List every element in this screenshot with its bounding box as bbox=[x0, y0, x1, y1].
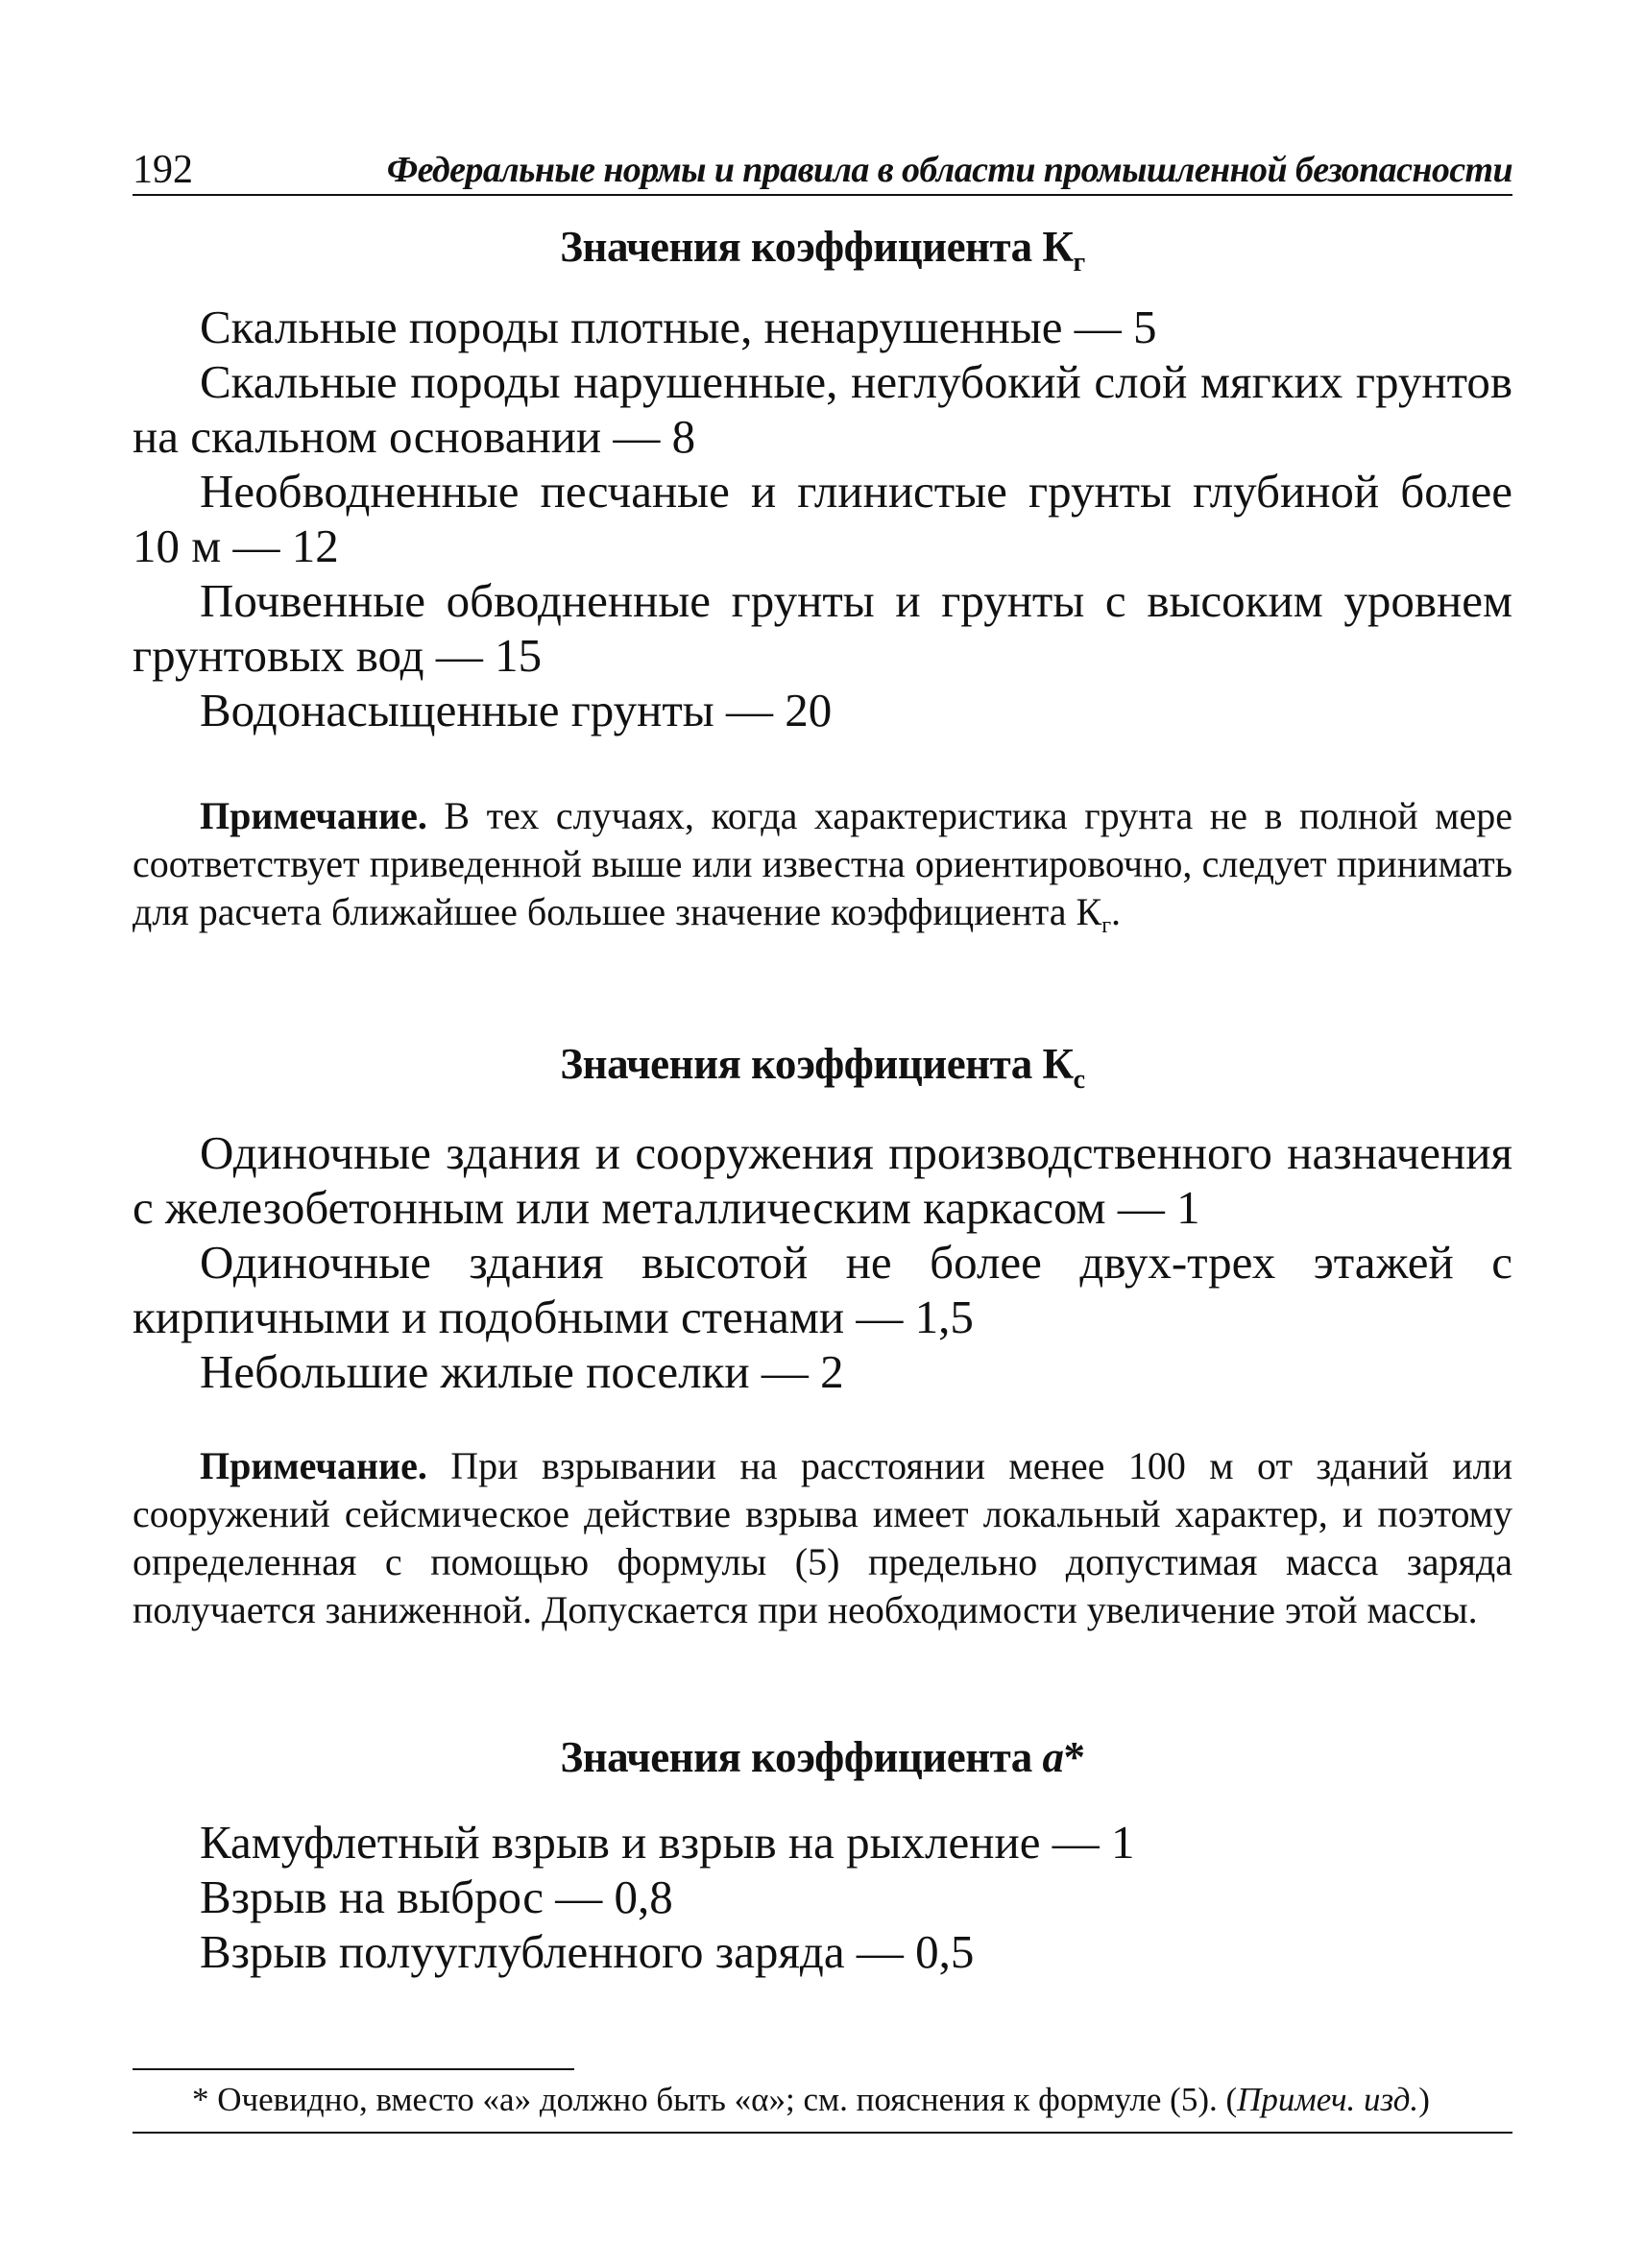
note-subscript: г bbox=[1101, 913, 1112, 938]
heading-a-text: Значения коэффициента bbox=[560, 1733, 1043, 1781]
bottom-rule bbox=[133, 2132, 1512, 2134]
footnote-close: ) bbox=[1418, 2081, 1430, 2118]
footnote-italic: Примеч. изд. bbox=[1237, 2081, 1419, 2118]
note-label: Примечание. bbox=[200, 1444, 427, 1487]
heading-a bbox=[133, 1733, 1512, 1781]
note-text: При взрывании на расстоянии менее 100 м от зданий или сооружений сейсмическое действие взрыва имеет локальный характер, и поэтому определенная с помощью формулы (5) предельно допустимая масса заряда получается заниженной. Допускается при необходимости увеличение этой массы. bbox=[133, 1444, 1513, 1631]
footnote-divider bbox=[133, 2068, 574, 2070]
running-title: Федеральные нормы и правила в области промышленной безопасности bbox=[386, 150, 1512, 190]
list-item: Скальные породы плотные, ненарушенные — 5 bbox=[200, 301, 1157, 353]
note-kg bbox=[133, 792, 1512, 936]
note-label: Примечание. bbox=[200, 794, 427, 837]
list-item: Необводненные песчаные и глинистые грунты глубиной более 10 м — 12 bbox=[133, 465, 1512, 572]
running-header bbox=[133, 144, 1512, 196]
heading-kc-subscript: с bbox=[1073, 1065, 1085, 1095]
note-text: В тех случаях, когда характеристика грунта не в полной мере соответствует приведенной выше или известна ориентировочно, следует принимать для расчета ближайшее большее значение коэффициента К bbox=[133, 794, 1512, 933]
heading-a-symbol: a bbox=[1042, 1733, 1064, 1781]
list-item: Небольшие жилые поселки — 2 bbox=[200, 1345, 844, 1398]
footnote bbox=[192, 2079, 1512, 2121]
heading-kg-subscript: г bbox=[1073, 248, 1085, 277]
heading-kg bbox=[133, 223, 1512, 277]
list-item: Водонасыщенные грунты — 20 bbox=[200, 684, 833, 736]
list-item: Одиночные здания и сооружения производственного назначения с железобетонным или металлическим каркасом — 1 bbox=[133, 1126, 1512, 1234]
list-item: Взрыв на выброс — 0,8 bbox=[200, 1870, 673, 1923]
footnote-text: * Очевидно, вместо «а» должно быть «α»; см. пояснения к формуле (5). ( bbox=[192, 2081, 1238, 2118]
list-item: Почвенные обводненные грунты и грунты с высоким уровнем грунтовых вод — 15 bbox=[133, 574, 1512, 682]
heading-kc bbox=[133, 1040, 1512, 1095]
list-item: Одиночные здания высотой не более двух-трех этажей с кирпичными и подобными стенами — 1,5 bbox=[133, 1236, 1512, 1343]
note-end: . bbox=[1111, 890, 1122, 933]
heading-a-mark: * bbox=[1063, 1733, 1085, 1781]
page-number: 192 bbox=[133, 148, 193, 192]
heading-kc-text: Значения коэффициента К bbox=[560, 1040, 1074, 1088]
note-kc bbox=[133, 1442, 1512, 1634]
list-kc bbox=[133, 1125, 1512, 1399]
list-a bbox=[133, 1815, 1512, 1979]
list-item: Взрыв полууглубленного заряда — 0,5 bbox=[200, 1925, 975, 1978]
list-item: Камуфлетный взрыв и взрыв на рыхление — 1 bbox=[200, 1816, 1135, 1869]
list-kg bbox=[133, 300, 1512, 737]
list-item: Скальные породы нарушенные, неглубокий слой мягких грунтов на скальном основании — 8 bbox=[133, 355, 1512, 463]
heading-kg-text: Значения коэффициента К bbox=[560, 223, 1074, 271]
